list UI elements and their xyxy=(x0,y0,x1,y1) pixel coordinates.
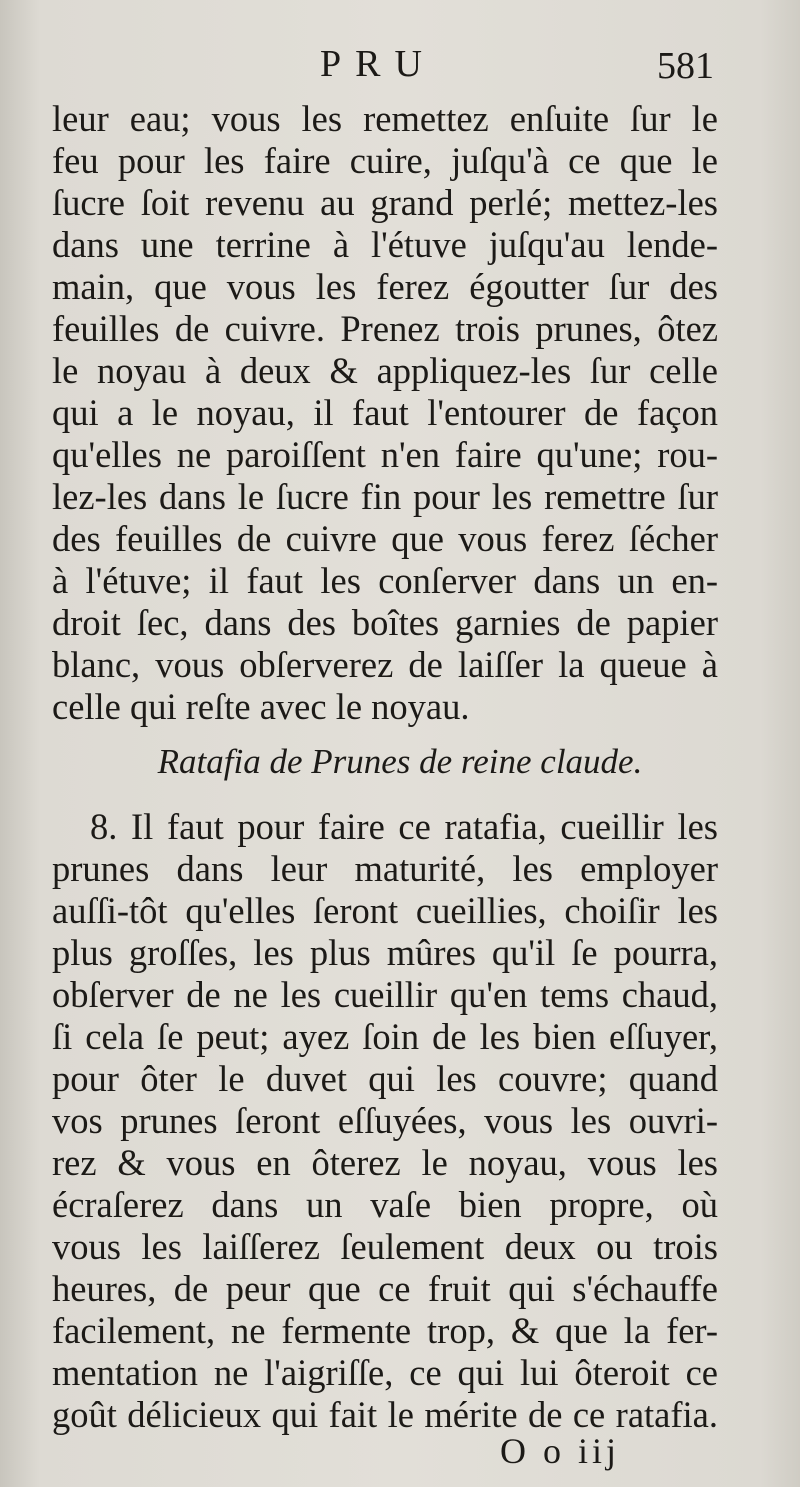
text-line: écraſerez dans un vaſe bien propre, où xyxy=(52,1184,718,1225)
text-line: 8. Il faut pour faire ce ratafia, cueillir les xyxy=(90,806,718,847)
section-heading: Ratafia de Prunes de reine claude. xyxy=(157,742,643,781)
text-line: auſſi-tôt qu'elles ſeront cueillies, choiſir les xyxy=(52,890,718,931)
text-line: à l'étuve; il faut les conſerver dans un en- xyxy=(52,560,718,601)
page-number: 581 xyxy=(657,45,714,87)
text-line: le noyau à deux & appliquez-les ſur celle xyxy=(52,350,718,391)
page-header xyxy=(0,42,800,92)
text-line: prunes dans leur maturité, les employer xyxy=(52,848,718,889)
text-line: qui a le noyau, il faut l'entourer de façon xyxy=(52,392,718,433)
text-line: obſerver de ne les cueillir qu'en tems chaud, xyxy=(52,974,718,1015)
text-line: blanc, vous obſerverez de laiſſer la queue à xyxy=(52,644,718,685)
text-line: heures, de peur que ce fruit qui s'échauffe xyxy=(52,1268,718,1309)
text-line: dans une terrine à l'étuve juſqu'au lende- xyxy=(52,224,718,265)
text-line: goût délicieux qui fait le mérite de ce ratafia. xyxy=(52,1394,718,1435)
text-line: plus groſſes, les plus mûres qu'il ſe pourra, xyxy=(52,932,718,973)
text-line: facilement, ne fermente trop, & que la fer- xyxy=(52,1310,718,1351)
text-line: des feuilles de cuivre que vous ferez ſécher xyxy=(52,518,718,559)
text-line: main, que vous les ferez égoutter ſur des xyxy=(52,266,718,307)
running-head: PRU xyxy=(320,43,436,85)
text-line: ſi cela ſe peut; ayez ſoin de les bien eſſuyer, xyxy=(52,1016,718,1057)
text-line: qu'elles ne paroiſſent n'en faire qu'une; rou- xyxy=(52,434,718,475)
text-line: ſucre ſoit revenu au grand perlé; mettez-les xyxy=(52,182,718,223)
signature-mark: O o iij xyxy=(500,1431,621,1471)
text-line: rez & vous en ôterez le noyau, vous les xyxy=(52,1142,718,1183)
text-line: lez-les dans le ſucre fin pour les remettre ſur xyxy=(52,476,718,517)
text-line: leur eau; vous les remettez enſuite ſur le xyxy=(52,98,718,139)
text-line: vos prunes ſeront eſſuyées, vous les ouvri- xyxy=(52,1100,718,1141)
text-line: feuilles de cuivre. Prenez trois prunes, ôtez xyxy=(52,308,718,349)
text-line: celle qui reſte avec le noyau. xyxy=(52,686,470,727)
text-line: vous les laiſſerez ſeulement deux ou trois xyxy=(52,1226,718,1267)
text-line: pour ôter le duvet qui les couvre; quand xyxy=(52,1058,718,1099)
text-line: droit ſec, dans des boîtes garnies de papier xyxy=(52,602,718,643)
text-line: feu pour les faire cuire, juſqu'à ce que le xyxy=(52,140,718,181)
text-line: mentation ne l'aigriſſe, ce qui lui ôteroit ce xyxy=(52,1352,718,1393)
